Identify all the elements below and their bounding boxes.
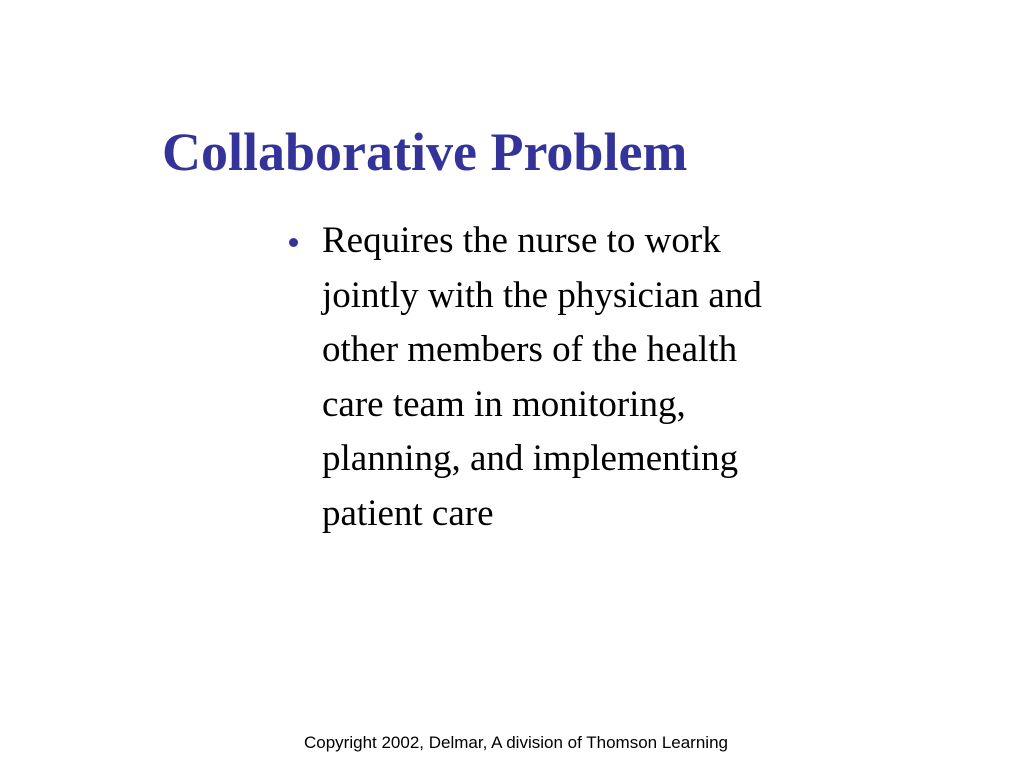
slide-title: Collaborative Problem xyxy=(162,122,688,182)
bullet-item xyxy=(286,214,886,541)
bullet-text-line: planning, and implementing xyxy=(322,438,739,479)
bullet-dot-icon xyxy=(289,238,298,247)
bullet-text-line: patient care xyxy=(322,492,494,534)
bullet-list xyxy=(286,214,886,541)
bullet-text-line: Requires the nurse to work xyxy=(322,220,721,261)
bullet-text-line: other members of the health xyxy=(322,329,738,370)
copyright-footer: Copyright 2002, Delmar, A division of Thomson Learning xyxy=(304,733,728,752)
bullet-text-line: care team in monitoring, xyxy=(322,383,686,425)
bullet-text-line: jointly with the physician and xyxy=(322,274,762,316)
